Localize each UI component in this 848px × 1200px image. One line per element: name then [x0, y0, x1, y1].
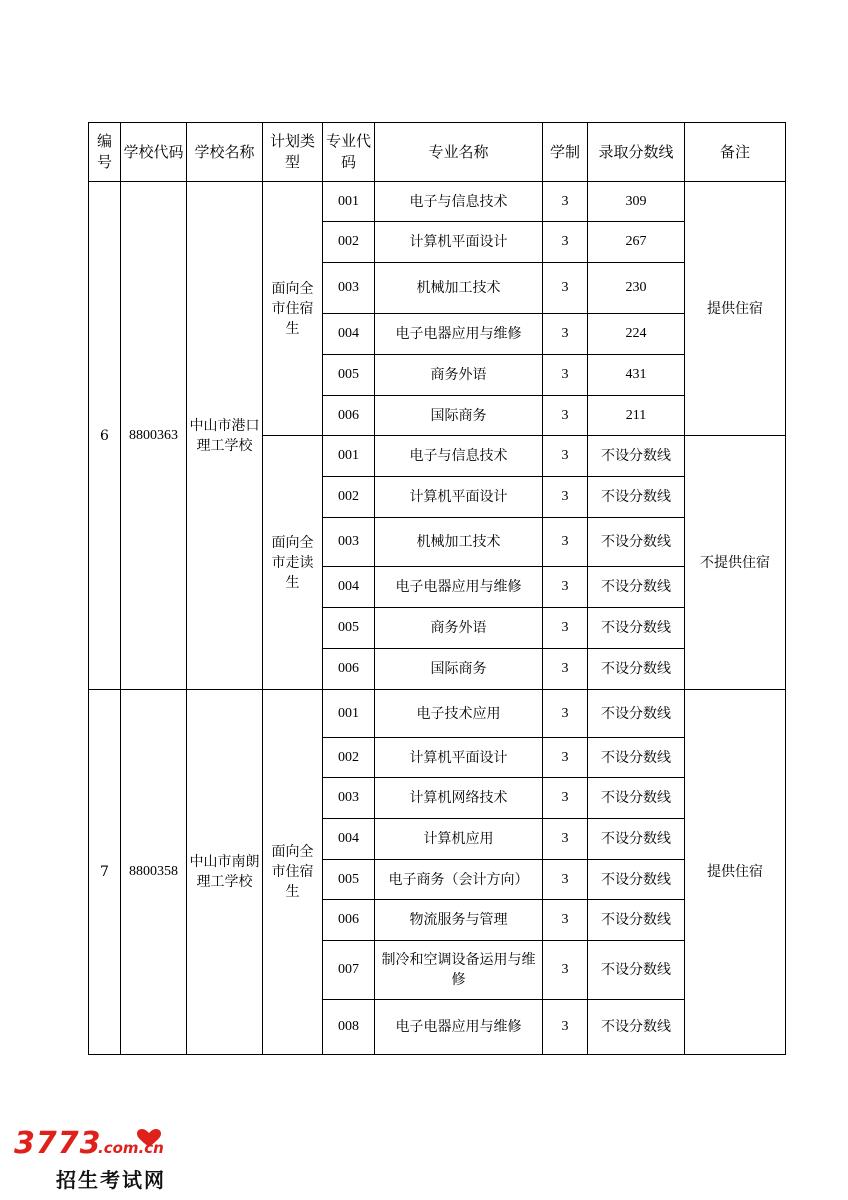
major-name: 电子与信息技术	[375, 436, 543, 477]
admission-score: 431	[588, 355, 685, 396]
admission-score: 224	[588, 314, 685, 355]
note: 提供住宿	[685, 182, 786, 436]
school-number: 7	[89, 690, 121, 1055]
admission-score: 不设分数线	[588, 477, 685, 518]
admission-score: 不设分数线	[588, 608, 685, 649]
admission-score: 不设分数线	[588, 860, 685, 900]
admission-score: 不设分数线	[588, 436, 685, 477]
major-code: 002	[323, 738, 375, 778]
major-name: 商务外语	[375, 355, 543, 396]
logo-domain: .com.cn	[98, 1139, 164, 1157]
admission-score: 不设分数线	[588, 518, 685, 567]
header-school-code: 学校代码	[121, 123, 187, 182]
major-name: 电子技术应用	[375, 690, 543, 738]
years: 3	[543, 355, 588, 396]
major-code: 003	[323, 518, 375, 567]
admission-score: 不设分数线	[588, 900, 685, 941]
plan-type: 面向全市走读生	[263, 436, 323, 690]
header-plan-type: 计划类型	[263, 123, 323, 182]
major-code: 006	[323, 649, 375, 690]
table-row	[89, 182, 786, 222]
years: 3	[543, 608, 588, 649]
major-name: 计算机网络技术	[375, 778, 543, 819]
major-code: 007	[323, 941, 375, 1000]
note: 提供住宿	[685, 690, 786, 1055]
major-code: 001	[323, 690, 375, 738]
years: 3	[543, 900, 588, 941]
admission-table	[88, 122, 786, 1055]
major-code: 004	[323, 314, 375, 355]
major-code: 002	[323, 222, 375, 263]
major-name: 机械加工技术	[375, 263, 543, 314]
major-code: 005	[323, 860, 375, 900]
major-code: 006	[323, 900, 375, 941]
years: 3	[543, 860, 588, 900]
table-body	[89, 182, 786, 1055]
years: 3	[543, 477, 588, 518]
years: 3	[543, 182, 588, 222]
major-name: 电子商务（会计方向）	[375, 860, 543, 900]
years: 3	[543, 222, 588, 263]
major-name: 电子电器应用与维修	[375, 314, 543, 355]
years: 3	[543, 518, 588, 567]
major-name: 商务外语	[375, 608, 543, 649]
school-number: 6	[89, 182, 121, 690]
admission-score: 不设分数线	[588, 941, 685, 1000]
admission-score: 230	[588, 263, 685, 314]
years: 3	[543, 778, 588, 819]
school-name: 中山市港口理工学校	[187, 182, 263, 690]
admission-score: 不设分数线	[588, 649, 685, 690]
major-code: 003	[323, 778, 375, 819]
years: 3	[543, 649, 588, 690]
years: 3	[543, 690, 588, 738]
header-row	[89, 123, 786, 182]
header-note: 备注	[685, 123, 786, 182]
major-code: 002	[323, 477, 375, 518]
header-major-code: 专业代码	[323, 123, 375, 182]
header-no: 编号	[89, 123, 121, 182]
admission-score: 不设分数线	[588, 690, 685, 738]
major-name: 电子电器应用与维修	[375, 567, 543, 608]
major-name: 计算机平面设计	[375, 477, 543, 518]
plan-type: 面向全市住宿生	[263, 690, 323, 1055]
major-name: 计算机平面设计	[375, 222, 543, 263]
major-name: 国际商务	[375, 396, 543, 436]
admission-score: 211	[588, 396, 685, 436]
admission-score: 309	[588, 182, 685, 222]
years: 3	[543, 263, 588, 314]
years: 3	[543, 396, 588, 436]
major-code: 003	[323, 263, 375, 314]
header-years: 学制	[543, 123, 588, 182]
years: 3	[543, 941, 588, 1000]
header-major-name: 专业名称	[375, 123, 543, 182]
major-code: 001	[323, 436, 375, 477]
major-name: 物流服务与管理	[375, 900, 543, 941]
school-name: 中山市南朗理工学校	[187, 690, 263, 1055]
school-code: 8800358	[121, 690, 187, 1055]
major-code: 001	[323, 182, 375, 222]
header-school-name: 学校名称	[187, 123, 263, 182]
major-code: 004	[323, 819, 375, 860]
table-row	[89, 690, 786, 738]
admission-score: 不设分数线	[588, 778, 685, 819]
years: 3	[543, 1000, 588, 1055]
major-code: 008	[323, 1000, 375, 1055]
plan-type: 面向全市住宿生	[263, 182, 323, 436]
header-score: 录取分数线	[588, 123, 685, 182]
admission-score: 不设分数线	[588, 738, 685, 778]
major-code: 006	[323, 396, 375, 436]
admission-score: 267	[588, 222, 685, 263]
admission-score: 不设分数线	[588, 1000, 685, 1055]
major-name: 计算机平面设计	[375, 738, 543, 778]
note: 不提供住宿	[685, 436, 786, 690]
years: 3	[543, 819, 588, 860]
admission-score: 不设分数线	[588, 567, 685, 608]
major-name: 机械加工技术	[375, 518, 543, 567]
years: 3	[543, 567, 588, 608]
major-code: 005	[323, 355, 375, 396]
major-code: 004	[323, 567, 375, 608]
logo-number: 3773	[14, 1126, 102, 1161]
major-name: 电子与信息技术	[375, 182, 543, 222]
major-name: 计算机应用	[375, 819, 543, 860]
major-name: 国际商务	[375, 649, 543, 690]
school-code: 8800363	[121, 182, 187, 690]
years: 3	[543, 436, 588, 477]
admission-score: 不设分数线	[588, 819, 685, 860]
site-logo	[14, 1126, 184, 1192]
major-name: 电子电器应用与维修	[375, 1000, 543, 1055]
logo-tagline: 招生考试网	[56, 1168, 166, 1192]
major-name: 制冷和空调设备运用与维修	[375, 941, 543, 1000]
years: 3	[543, 738, 588, 778]
years: 3	[543, 314, 588, 355]
major-code: 005	[323, 608, 375, 649]
